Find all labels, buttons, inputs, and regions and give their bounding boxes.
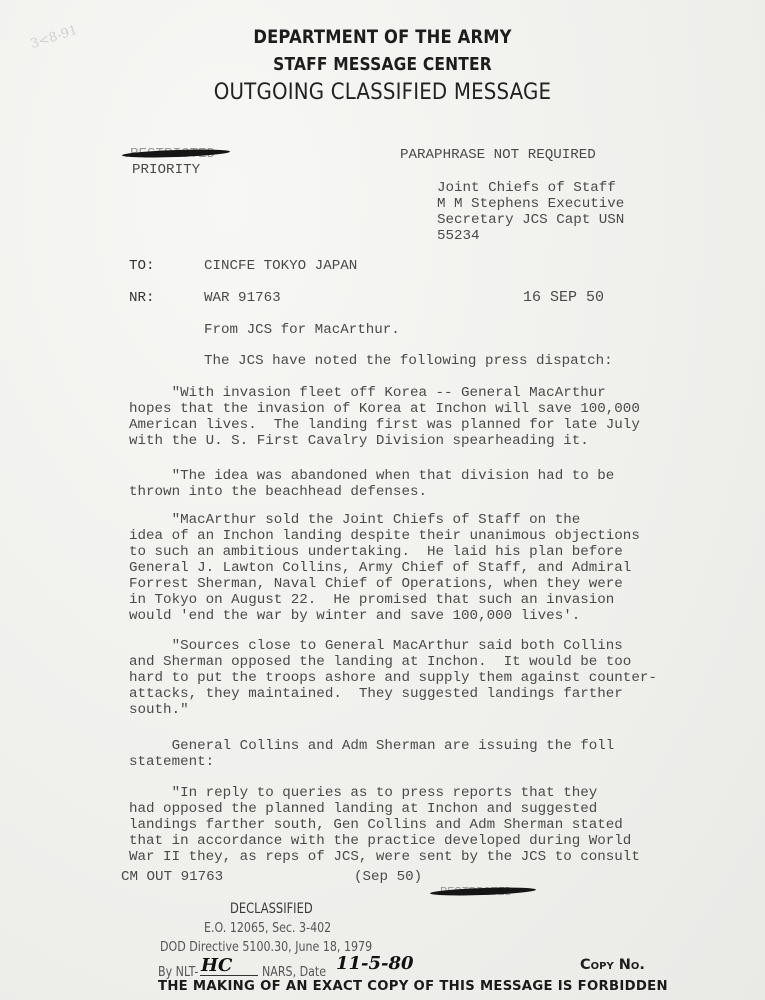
- body-line: thrown into the beachhead defenses.: [129, 484, 427, 500]
- body-line: in Tokyo on August 22. He promised that such an invasion: [129, 592, 615, 608]
- nr-value: WAR 91763: [204, 290, 281, 306]
- originator-org: Joint Chiefs of Staff: [437, 180, 616, 196]
- body-line: "With invasion fleet off Korea -- General MacArthur: [129, 385, 606, 401]
- body-line: that in accordance with the practice developed during World: [129, 833, 632, 849]
- body-line: General J. Lawton Collins, Army Chief of Staff, and Admiral: [129, 560, 632, 576]
- nlt-initials: HC: [201, 955, 233, 976]
- pencil-annotation: 3<8-91: [28, 22, 80, 53]
- body-line: statement:: [129, 754, 215, 770]
- body-line: American lives. The landing first was planned for late July: [129, 417, 640, 433]
- intro-line: The JCS have noted the following press dispatch:: [204, 353, 613, 369]
- body-line: landings farther south, Gen Collins and Adm Sherman stated: [129, 817, 623, 833]
- cm-out-number: CM OUT 91763: [121, 869, 224, 885]
- header-outgoing-classified: OUTGOING CLASSIFIED MESSAGE: [213, 80, 552, 105]
- body-line: "The idea was abandoned when that division had to be: [129, 468, 615, 484]
- body-line: hard to put the troops ashore and supply them against counter-: [129, 670, 657, 686]
- copy-forbidden-warning: THE MAKING OF AN EXACT COPY OF THIS MESSAGE IS FORBIDDEN: [158, 978, 668, 994]
- nlt-label: By NLT-: [158, 964, 199, 980]
- declassified-stamp-eo: E.O. 12065, Sec. 3-402: [204, 920, 332, 936]
- body-line: had opposed the planned landing at Inchon and suggested: [129, 801, 598, 817]
- body-line: "MacArthur sold the Joint Chiefs of Staff on the: [129, 512, 581, 528]
- to-label: TO:: [129, 258, 155, 274]
- from-line: From JCS for MacArthur.: [204, 322, 400, 338]
- precedence: PRIORITY: [132, 162, 201, 178]
- body-line: General Collins and Adm Sherman are issuing the foll: [129, 738, 615, 754]
- nr-label: NR:: [129, 290, 155, 306]
- to-value: CINCFE TOKYO JAPAN: [204, 258, 358, 274]
- originator-title: Secretary JCS Capt USN: [437, 212, 625, 228]
- header-message-center: STAFF MESSAGE CENTER: [273, 54, 492, 75]
- body-line: Forrest Sherman, Naval Chief of Operations, when they were: [129, 576, 623, 592]
- body-line: to such an ambitious undertaking. He laid his plan before: [129, 544, 623, 560]
- body-line: and Sherman opposed the landing at Inchon. It would be too: [129, 654, 632, 670]
- body-line: idea of an Inchon landing despite their unanimous objections: [129, 528, 640, 544]
- body-line: attacks, they maintained. They suggested landings farther: [129, 686, 623, 702]
- nlt-signature-line: [200, 975, 258, 976]
- nars-date-label: NARS, Date: [262, 964, 327, 980]
- body-line: with the U. S. First Cavalry Division spearheading it.: [129, 433, 589, 449]
- cm-out-date: (Sep 50): [354, 869, 423, 885]
- message-date: 16 SEP 50: [523, 289, 605, 306]
- body-line: "Sources close to General MacArthur said both Collins: [129, 638, 623, 654]
- body-line: War II they, as reps of JCS, were sent by the JCS to consult: [129, 849, 640, 865]
- declassified-stamp-dod: DOD Directive 5100.30, June 18, 1979: [160, 939, 373, 955]
- copy-number-label: Copy No.: [580, 957, 645, 973]
- nars-date-value: 11-5-80: [336, 953, 414, 974]
- originator-name: M M Stephens Executive: [437, 196, 625, 212]
- header-department: DEPARTMENT OF THE ARMY: [253, 26, 512, 48]
- body-line: south.": [129, 702, 189, 718]
- declassified-stamp-title: DECLASSIFIED: [230, 901, 313, 917]
- originator-ext: 55234: [437, 228, 480, 244]
- body-line: "In reply to queries as to press reports that they: [129, 785, 598, 801]
- paraphrase-notice: PARAPHRASE NOT REQUIRED: [400, 147, 596, 163]
- body-line: would 'end the war by winter and save 100,000 lives'.: [129, 608, 581, 624]
- body-line: hopes that the invasion of Korea at Inchon will save 100,000: [129, 401, 640, 417]
